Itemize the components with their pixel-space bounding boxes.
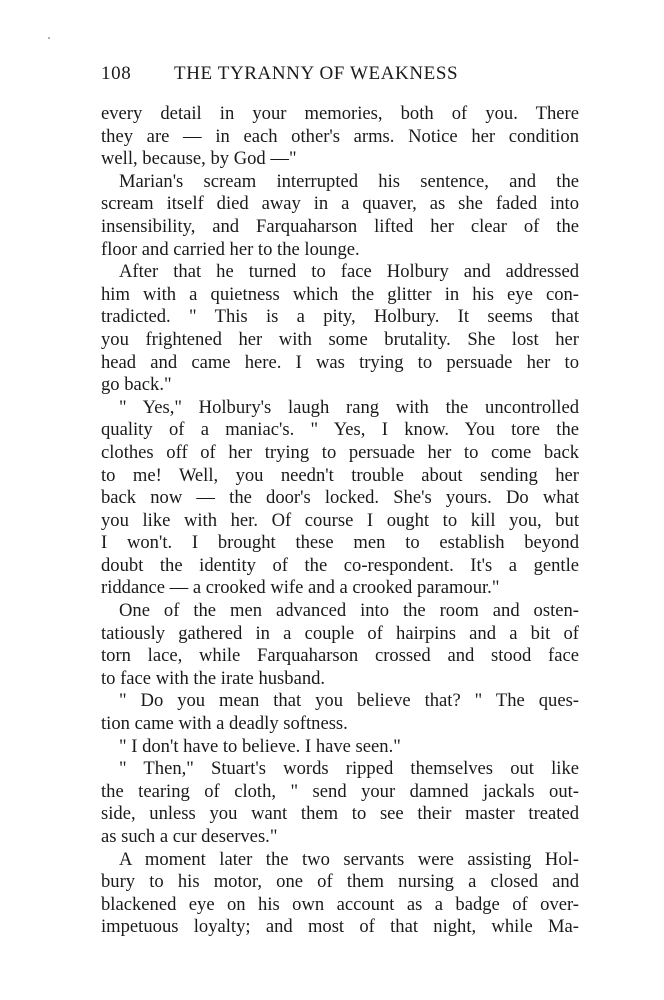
text-line: back now — the door's locked. She's yours. Do what: [101, 487, 579, 509]
text-line: After that he turned to face Holbury and addressed: [119, 261, 579, 283]
text-line: clothes off of her trying to persuade her to come back: [101, 441, 579, 463]
text-line: you like with her. Of course I ought to kill you, but: [101, 509, 579, 531]
text-line: " Then," Stuart's words ripped themselves out like: [119, 758, 579, 780]
text-line: blackened eye on his own account as a badge of over-: [101, 893, 579, 915]
text-line: well, because, by God —": [101, 148, 297, 170]
text-line: tion came with a deadly softness.: [101, 713, 348, 735]
text-line: every detail in your memories, both of you. There: [101, 103, 579, 124]
text-line: to face with the irate husband.: [101, 667, 326, 689]
text-line: " Do you mean that you believe that? " The ques-: [119, 690, 579, 712]
text-line: you frightened her with some brutality. She lost her: [101, 328, 579, 350]
text-line: riddance — a crooked wife and a crooked paramour.": [101, 577, 500, 599]
text-line: side, unless you want them to see their master treated: [101, 803, 579, 825]
text-line: scream itself died away in a quaver, as she faded into: [101, 193, 579, 215]
text-line: him with a quietness which the glitter in his eye con-: [101, 283, 579, 305]
text-line: insensibility, and Farquaharson lifted her clear of the: [101, 215, 579, 237]
text-line: head and came here. I was trying to persuade her to: [101, 351, 579, 373]
text-line: as such a cur deserves.": [101, 826, 278, 847]
running-title: THE TYRANNY OF WEAKNESS: [174, 63, 459, 84]
text-line: torn lace, while Farquaharson crossed and stood face: [101, 645, 579, 667]
text-line: quality of a maniac's. " Yes, I know. You tore the: [101, 419, 579, 441]
text-line: A moment later the two servants were assisting Hol-: [119, 848, 579, 870]
text-line: impetuous loyalty; and most of that night, while Ma-: [101, 916, 579, 938]
text-line: to me! Well, you needn't trouble about sending her: [101, 464, 579, 486]
text-line: I won't. I brought these men to establish beyond: [101, 532, 579, 554]
text-line: go back.": [101, 374, 172, 396]
text-line: Marian's scream interrupted his sentence, and the: [119, 170, 579, 192]
running-header: [101, 61, 579, 87]
body-text: [101, 103, 579, 939]
text-line: " I don't have to believe. I have seen.": [119, 735, 401, 757]
text-line: they are — in each other's arms. Notice her condition: [101, 125, 579, 147]
text-line: tatiously gathered in a couple of hairpins and a bit of: [101, 622, 579, 644]
text-line: the tearing of cloth, " send your damned jackals out-: [101, 780, 579, 802]
text-line: doubt the identity of the co-respondent. It's a gentle: [101, 554, 579, 576]
page-number: 108: [101, 63, 132, 84]
text-line: floor and carried her to the lounge.: [101, 238, 360, 260]
text-line: tradicted. " This is a pity, Holbury. It seems that: [101, 306, 579, 328]
text-line: " Yes," Holbury's laugh rang with the uncontrolled: [119, 396, 579, 418]
page-speck: [48, 37, 50, 39]
text-line: bury to his motor, one of them nursing a closed and: [101, 871, 579, 893]
text-line: One of the men advanced into the room and osten-: [119, 600, 579, 622]
